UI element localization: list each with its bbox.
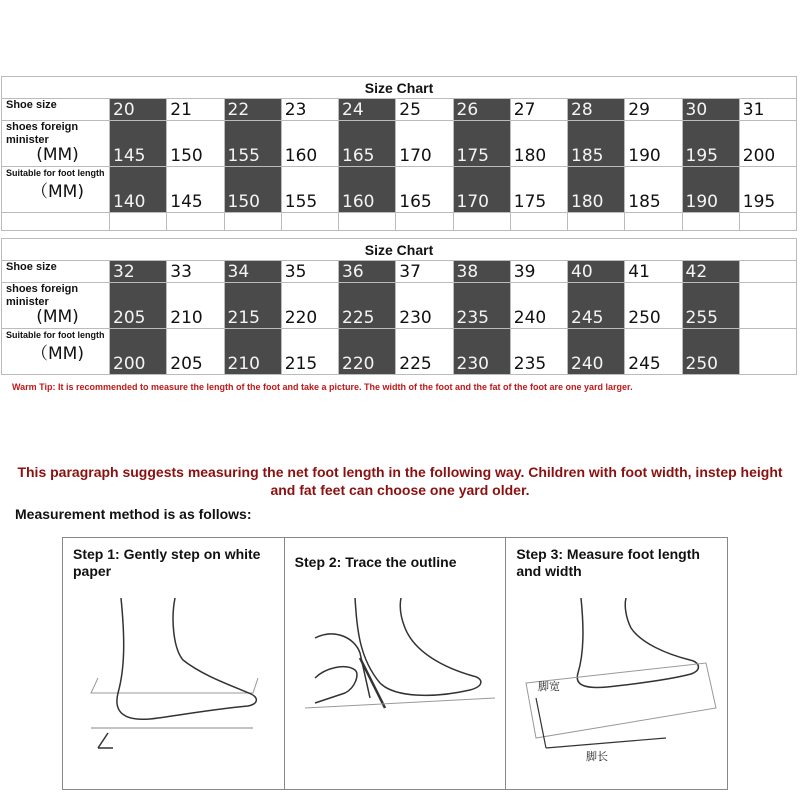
step-2-label: Step 2: Trace the outline bbox=[294, 554, 457, 570]
row-label-text: Suitable for foot length bbox=[6, 330, 105, 340]
size-cell: 29 bbox=[625, 99, 682, 121]
foot-length-cell: 225 bbox=[396, 329, 453, 375]
size-cell: 22 bbox=[224, 99, 281, 121]
empty-cell bbox=[281, 213, 338, 231]
size-row bbox=[2, 261, 797, 283]
empty-cell bbox=[2, 213, 110, 231]
empty-cell bbox=[739, 213, 796, 231]
foot-length-cell: 175 bbox=[510, 167, 567, 213]
suggestion-paragraph: This paragraph suggests measuring the net foot length in the following way. Children with foot width, instep height and fat feet can choose one yard older. bbox=[17, 464, 783, 498]
row-label bbox=[2, 121, 110, 167]
foot-length-cell: 180 bbox=[568, 167, 625, 213]
size-cell: 41 bbox=[625, 261, 682, 283]
step-3-panel bbox=[506, 538, 727, 789]
foot-width-mark: 脚宽 bbox=[538, 680, 561, 693]
size-cell: 33 bbox=[167, 261, 224, 283]
row-label-text: Suitable for foot length bbox=[6, 168, 105, 178]
row-label-text: shoes foreign minister bbox=[6, 121, 79, 146]
size-cell: 35 bbox=[281, 261, 338, 283]
shoe-length-cell: 175 bbox=[453, 121, 510, 167]
foot-length-cell: 230 bbox=[453, 329, 510, 375]
foot-length-cell: 215 bbox=[281, 329, 338, 375]
foot-on-paper-illustration bbox=[63, 598, 283, 788]
empty-cell bbox=[568, 213, 625, 231]
foot-length-cell: 145 bbox=[167, 167, 224, 213]
unit-label: (MM) bbox=[36, 145, 79, 165]
size-table bbox=[1, 98, 797, 231]
measure-foot-illustration bbox=[506, 598, 726, 788]
step-1-label: Step 1: Gently step on white paper bbox=[73, 546, 261, 579]
shoe-length-cell: 155 bbox=[224, 121, 281, 167]
empty-cell bbox=[682, 213, 739, 231]
shoe-length-row bbox=[2, 283, 797, 329]
foot-length-cell: 170 bbox=[453, 167, 510, 213]
empty-cell bbox=[339, 213, 396, 231]
shoe-length-cell: 210 bbox=[167, 283, 224, 329]
row-label bbox=[2, 283, 110, 329]
shoe-length-cell: 165 bbox=[339, 121, 396, 167]
foot-length-cell: 155 bbox=[281, 167, 338, 213]
size-cell: 20 bbox=[110, 99, 167, 121]
size-cell: 24 bbox=[339, 99, 396, 121]
size-cell: 36 bbox=[339, 261, 396, 283]
row-label: Shoe size bbox=[2, 99, 110, 121]
shoe-length-cell: 170 bbox=[396, 121, 453, 167]
measurement-steps bbox=[62, 537, 728, 790]
shoe-length-cell: 230 bbox=[396, 283, 453, 329]
size-cell: 30 bbox=[682, 99, 739, 121]
unit-label: （MM) bbox=[31, 344, 84, 364]
size-cell: 27 bbox=[510, 99, 567, 121]
foot-length-cell: 245 bbox=[625, 329, 682, 375]
shoe-length-cell: 205 bbox=[110, 283, 167, 329]
row-label: Shoe size bbox=[2, 261, 110, 283]
size-cell: 21 bbox=[167, 99, 224, 121]
foot-length-row bbox=[2, 329, 797, 375]
foot-length-cell: 250 bbox=[682, 329, 739, 375]
size-cell: 25 bbox=[396, 99, 453, 121]
size-chart-2 bbox=[1, 238, 797, 375]
shoe-length-cell: 185 bbox=[568, 121, 625, 167]
shoe-length-row bbox=[2, 121, 797, 167]
method-heading: Measurement method is as follows: bbox=[15, 506, 252, 522]
size-cell bbox=[739, 261, 796, 283]
foot-length-cell: 150 bbox=[224, 167, 281, 213]
warm-tip: Warm Tip: It is recommended to measure the length of the foot and take a picture. The width of the foot and the fat of the foot are one yard larger. bbox=[12, 382, 633, 392]
foot-length-cell: 195 bbox=[739, 167, 796, 213]
foot-length-cell: 220 bbox=[339, 329, 396, 375]
size-cell: 28 bbox=[568, 99, 625, 121]
empty-cell bbox=[510, 213, 567, 231]
unit-label: (MM) bbox=[36, 307, 79, 327]
empty-cell bbox=[167, 213, 224, 231]
shoe-length-cell: 250 bbox=[625, 283, 682, 329]
spacer-row bbox=[2, 213, 797, 231]
empty-cell bbox=[453, 213, 510, 231]
row-label-text: shoes foreign minister bbox=[6, 283, 79, 308]
shoe-length-cell: 215 bbox=[224, 283, 281, 329]
shoe-length-cell bbox=[739, 283, 796, 329]
empty-cell bbox=[396, 213, 453, 231]
foot-length-cell: 190 bbox=[682, 167, 739, 213]
size-chart-1 bbox=[1, 76, 797, 231]
foot-length-cell: 200 bbox=[110, 329, 167, 375]
foot-length-cell: 235 bbox=[510, 329, 567, 375]
shoe-length-cell: 235 bbox=[453, 283, 510, 329]
foot-length-cell bbox=[739, 329, 796, 375]
unit-label: （MM) bbox=[31, 182, 84, 202]
size-cell: 31 bbox=[739, 99, 796, 121]
size-cell: 37 bbox=[396, 261, 453, 283]
shoe-length-cell: 190 bbox=[625, 121, 682, 167]
shoe-length-cell: 180 bbox=[510, 121, 567, 167]
step-3-label: Step 3: Measure foot length and width bbox=[516, 546, 700, 579]
row-label bbox=[2, 167, 110, 213]
foot-length-row bbox=[2, 167, 797, 213]
size-cell: 26 bbox=[453, 99, 510, 121]
trace-outline-illustration bbox=[285, 598, 505, 788]
foot-length-cell: 160 bbox=[339, 167, 396, 213]
size-cell: 23 bbox=[281, 99, 338, 121]
shoe-length-cell: 195 bbox=[682, 121, 739, 167]
size-table bbox=[1, 260, 797, 375]
size-row bbox=[2, 99, 797, 121]
size-cell: 38 bbox=[453, 261, 510, 283]
empty-cell bbox=[625, 213, 682, 231]
shoe-length-cell: 225 bbox=[339, 283, 396, 329]
step-2-panel bbox=[285, 538, 507, 789]
size-cell: 40 bbox=[568, 261, 625, 283]
foot-length-cell: 210 bbox=[224, 329, 281, 375]
shoe-length-cell: 245 bbox=[568, 283, 625, 329]
foot-length-cell: 165 bbox=[396, 167, 453, 213]
shoe-length-cell: 150 bbox=[167, 121, 224, 167]
foot-length-cell: 140 bbox=[110, 167, 167, 213]
size-cell: 42 bbox=[682, 261, 739, 283]
step-1-panel bbox=[63, 538, 285, 789]
chart-title: Size Chart bbox=[1, 76, 797, 98]
size-cell: 32 bbox=[110, 261, 167, 283]
foot-length-cell: 185 bbox=[625, 167, 682, 213]
shoe-length-cell: 255 bbox=[682, 283, 739, 329]
shoe-length-cell: 145 bbox=[110, 121, 167, 167]
foot-length-mark: 脚长 bbox=[586, 750, 609, 763]
size-cell: 34 bbox=[224, 261, 281, 283]
empty-cell bbox=[224, 213, 281, 231]
size-cell: 39 bbox=[510, 261, 567, 283]
empty-cell bbox=[110, 213, 167, 231]
shoe-length-cell: 240 bbox=[510, 283, 567, 329]
row-label bbox=[2, 329, 110, 375]
shoe-length-cell: 160 bbox=[281, 121, 338, 167]
chart-title: Size Chart bbox=[1, 238, 797, 260]
shoe-length-cell: 220 bbox=[281, 283, 338, 329]
foot-length-cell: 240 bbox=[568, 329, 625, 375]
shoe-length-cell: 200 bbox=[739, 121, 796, 167]
foot-length-cell: 205 bbox=[167, 329, 224, 375]
